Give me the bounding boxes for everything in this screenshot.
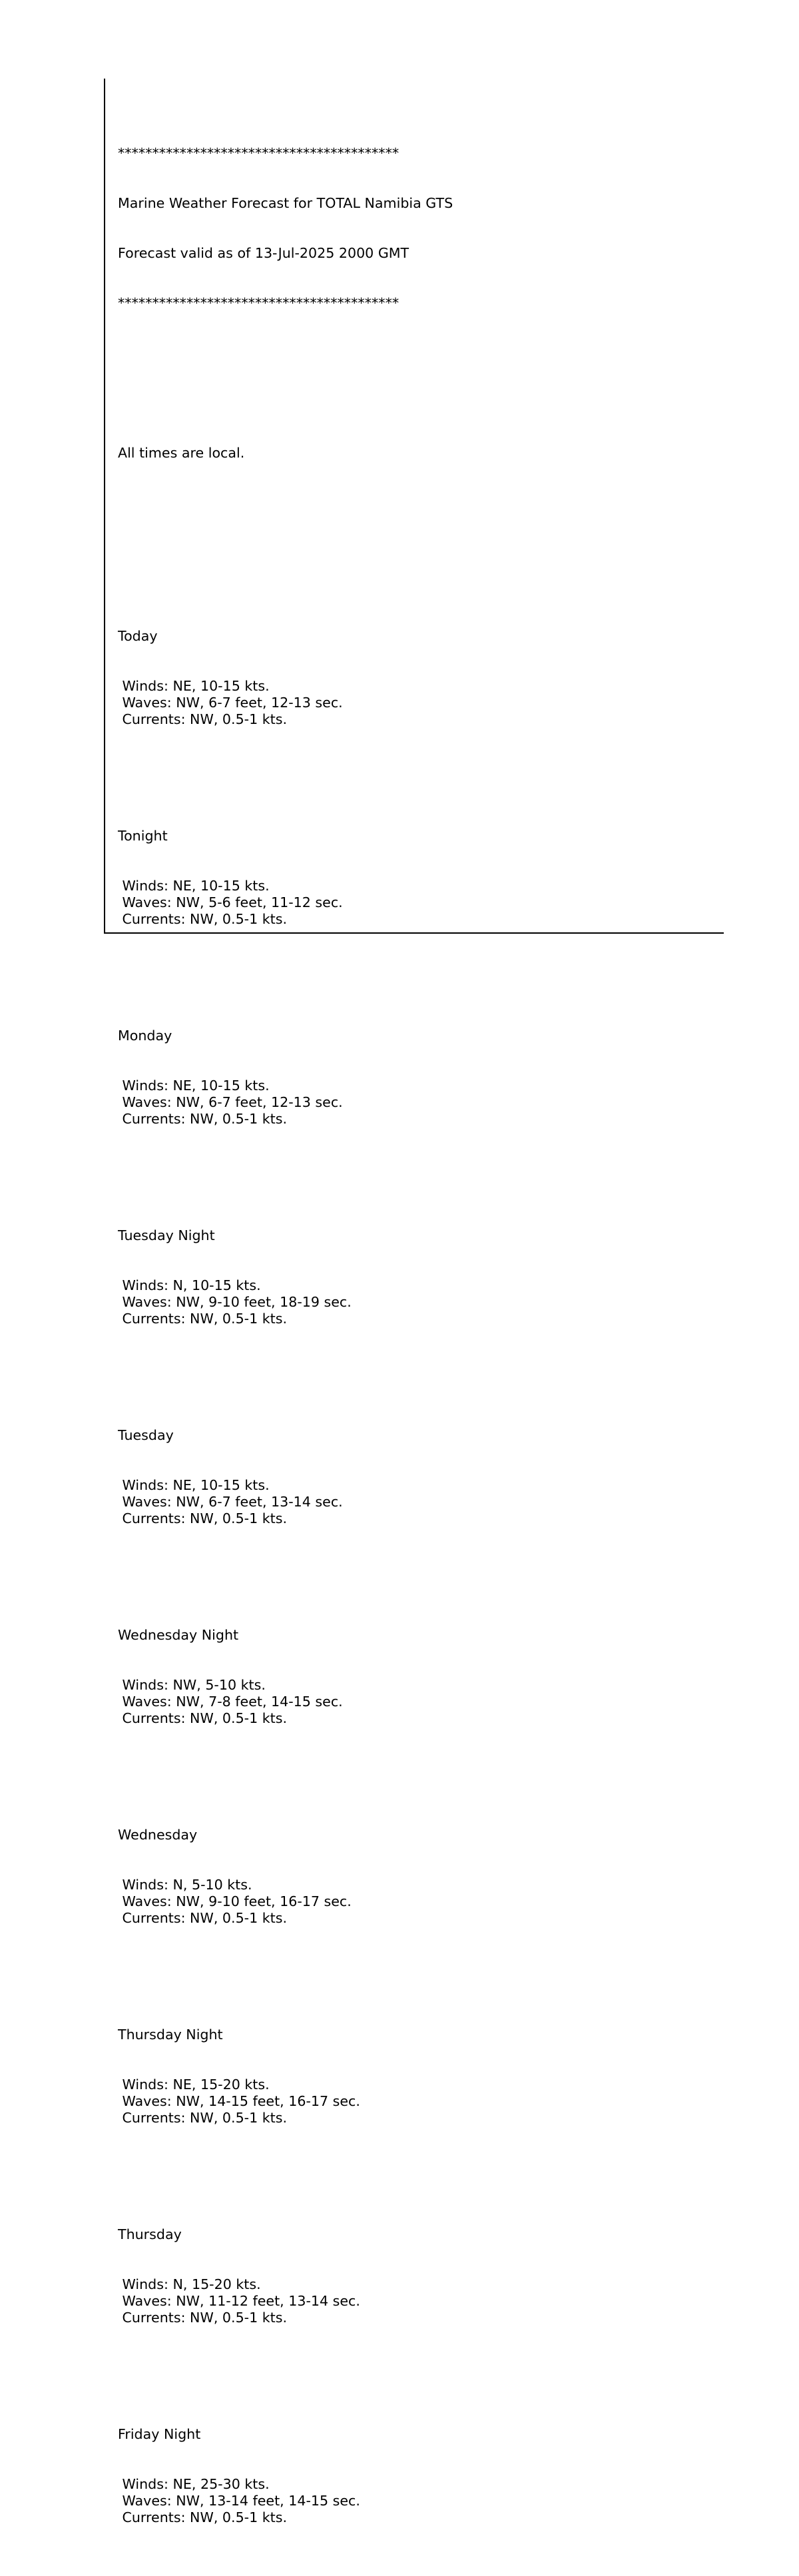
period-heading: Thursday <box>118 2226 182 2242</box>
forecast-line: Waves: NW, 5-6 feet, 11-12 sec. <box>122 894 343 910</box>
forecast-line: Currents: NW, 0.5-1 kts. <box>122 711 288 727</box>
forecast-line: Winds: N, 10-15 kts. <box>122 1277 261 1293</box>
document-header <box>118 112 453 345</box>
forecast-line: Currents: NW, 0.5-1 kts. <box>122 911 288 927</box>
forecast-line: Currents: NW, 0.5-1 kts. <box>122 1111 288 1127</box>
forecast-line: Currents: NW, 0.5-1 kts. <box>122 1510 288 1526</box>
forecast-period <box>118 595 453 728</box>
forecast-period <box>118 1594 453 1727</box>
forecast-line: Waves: NW, 14-15 feet, 16-17 sec. <box>122 2093 360 2109</box>
forecast-line: Waves: NW, 9-10 feet, 18-19 sec. <box>122 1294 352 1310</box>
forecast-line: Winds: NE, 10-15 kts. <box>122 678 270 694</box>
forecast-line: Waves: NW, 13-14 feet, 14-15 sec. <box>122 2493 360 2509</box>
forecast-line: Winds: N, 15-20 kts. <box>122 2276 261 2292</box>
forecast-line: Winds: NE, 25-30 kts. <box>122 2476 270 2492</box>
forecast-line: Waves: NW, 6-7 feet, 13-14 sec. <box>122 1494 343 1510</box>
forecast-line: Winds: NE, 10-15 kts. <box>122 1477 270 1493</box>
forecast-periods <box>118 561 453 2543</box>
forecast-line: Waves: NW, 6-7 feet, 12-13 sec. <box>122 1094 343 1110</box>
period-heading: Tuesday Night <box>118 1227 215 1243</box>
separator-top: ***************************************** <box>118 145 400 161</box>
forecast-period <box>118 1194 453 1327</box>
period-heading: Tonight <box>118 828 168 844</box>
forecast-line: Currents: NW, 0.5-1 kts. <box>122 1910 288 1926</box>
forecast-period <box>118 2393 453 2526</box>
period-heading: Wednesday <box>118 1827 198 1843</box>
forecast-document <box>118 79 453 2576</box>
forecast-period <box>118 1993 453 2126</box>
left-border-line <box>104 79 105 932</box>
forecast-line: Waves: NW, 11-12 feet, 13-14 sec. <box>122 2293 360 2309</box>
forecast-period <box>118 994 453 1127</box>
forecast-line: Currents: NW, 0.5-1 kts. <box>122 2110 288 2126</box>
period-heading: Tuesday <box>118 1427 174 1443</box>
forecast-line: Winds: NE, 10-15 kts. <box>122 878 270 894</box>
forecast-line: Winds: NE, 15-20 kts. <box>122 2077 270 2093</box>
times-note-block <box>118 412 453 495</box>
document-valid-line: Forecast valid as of 13-Jul-2025 2000 GMT <box>118 245 409 261</box>
times-note: All times are local. <box>118 445 245 461</box>
period-heading: Wednesday Night <box>118 1627 239 1643</box>
forecast-line: Currents: NW, 0.5-1 kts. <box>122 2509 288 2525</box>
period-heading: Thursday Night <box>118 2027 223 2043</box>
forecast-line: Currents: NW, 0.5-1 kts. <box>122 1710 288 1726</box>
forecast-period <box>118 1394 453 1527</box>
document-title: Marine Weather Forecast for TOTAL Namibia GTS <box>118 195 453 211</box>
period-heading: Monday <box>118 1028 172 1044</box>
forecast-line: Winds: N, 5-10 kts. <box>122 1877 252 1893</box>
forecast-period <box>118 1793 453 1927</box>
forecast-period <box>118 2193 453 2326</box>
forecast-line: Winds: NE, 10-15 kts. <box>122 1078 270 1094</box>
forecast-line: Waves: NW, 9-10 feet, 16-17 sec. <box>122 1893 352 1909</box>
period-heading: Friday Night <box>118 2426 201 2442</box>
period-heading: Today <box>118 628 158 644</box>
forecast-line: Waves: NW, 7-8 feet, 14-15 sec. <box>122 1694 343 1710</box>
forecast-line: Currents: NW, 0.5-1 kts. <box>122 2310 288 2326</box>
forecast-period <box>118 795 453 928</box>
forecast-line: Winds: NW, 5-10 kts. <box>122 1677 266 1693</box>
forecast-line: Currents: NW, 0.5-1 kts. <box>122 1311 288 1327</box>
separator-bottom: ***************************************** <box>118 295 400 311</box>
forecast-line: Waves: NW, 6-7 feet, 12-13 sec. <box>122 695 343 711</box>
